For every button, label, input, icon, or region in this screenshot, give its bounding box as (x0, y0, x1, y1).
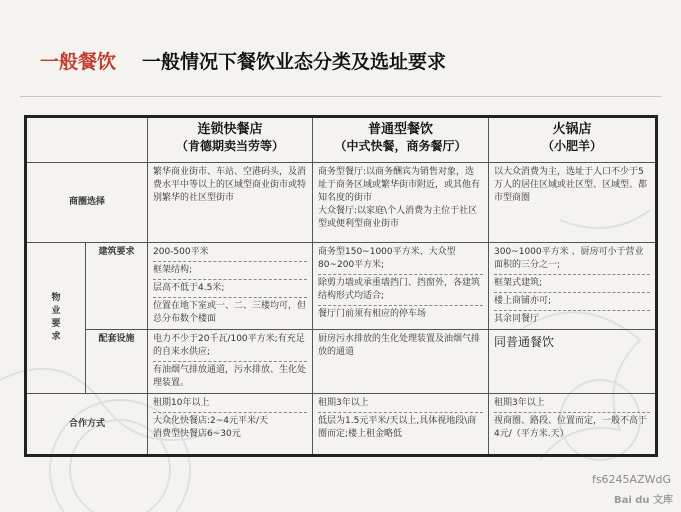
title-sub: 一般情况下餐饮业态分类及选址要求 (142, 50, 447, 73)
row-label-shangquan: 商圈选择 (26, 163, 148, 243)
cell-jianzhu-kuaican: 200-500平米 框架结构; 层高不低于4.5米; 位置在地下室或一、二、三楼均可，但总分布数个楼面 (148, 243, 313, 330)
title-divider (20, 96, 661, 97)
table-row-hezuo (26, 394, 657, 456)
title-main: 一般餐饮 (40, 50, 117, 73)
title-row (40, 40, 446, 80)
corner-cell (26, 117, 148, 163)
cell-peitao-huoguo: 同普通餐饮 (489, 330, 657, 394)
cell-peitao-putong: 厨房污水排放的生化处理装置及油烟气排放的通道 (313, 330, 489, 394)
table-row-jianzhu (26, 243, 657, 330)
table-row-peitao (26, 330, 657, 394)
table-header-row (26, 117, 657, 163)
col-header-huoguo: 火锅店 （小肥羊） (489, 117, 657, 163)
baidu-wenku-logo: Bai du 文库 (613, 495, 673, 506)
table-row-shangquan (26, 163, 657, 243)
cell-jianzhu-huoguo: 300~1000平方米 、厨房可小于营业面积的三分之一; 框架式建筑; 楼上商铺亦可; 其余同餐厅 (489, 243, 657, 330)
cell-hezuo-kuaican: 租期10年以上 大众化快餐店:2~4元平米/天 消费型快餐店6~30元 (148, 394, 313, 456)
row-label-peitao: 配套设施 (86, 330, 148, 394)
cell-peitao-kuaican: 电力不少于20千瓦/100平方米;有充足的自来水供应; 有油烟气排放通道，污水排放、生化处理装置。 (148, 330, 313, 394)
cell-hezuo-huoguo: 租期3年以上 视商圈、路段、位置而定，一般不高于4元/（平方米.天） (489, 394, 657, 456)
watermark-text: fs6245AZWdG (591, 473, 671, 486)
cell-hezuo-putong: 租期3年以上 低层为1.5元平米/天以上,具体视地段\商圈而定;楼上租金略低 (313, 394, 489, 456)
cell-shangquan-huoguo: 以大众消费为主，选址于人口不少于5万人的居住区域或社区型、区域型、都市型商圈 (489, 163, 657, 243)
row-label-wuye: 物 业 要 求 (26, 243, 86, 394)
col-header-putong: 普通型餐饮 （中式快餐，商务餐厅） (313, 117, 489, 163)
cell-jianzhu-putong: 商务型150~1000平方米、大众型80~200平方米; 除剪力墙或承重墙挡门、挡窗外，各建筑结构形式均适合; 餐厅门前须有相应的停车场 (313, 243, 489, 330)
cell-shangquan-kuaican: 繁华商业街市、车站、空港码头，及消费水平中等以上的区域型商业街市或特别繁华的社区型街市 (148, 163, 313, 243)
row-label-jianzhu: 建筑要求 (86, 243, 148, 330)
col-header-kuaican: 连锁快餐店 （肯德期卖当劳等） (148, 117, 313, 163)
cell-shangquan-putong: 商务型餐厅:以商务酬宾为销售对象，选址于商务区域或繁华街市附近，或其他有知名度的街市 大众餐厅:以家庭\个人消费为主位于社区型或便利型商业街市 (313, 163, 489, 243)
row-label-hezuo: 合作方式 (26, 394, 148, 456)
requirements-table (24, 115, 658, 457)
